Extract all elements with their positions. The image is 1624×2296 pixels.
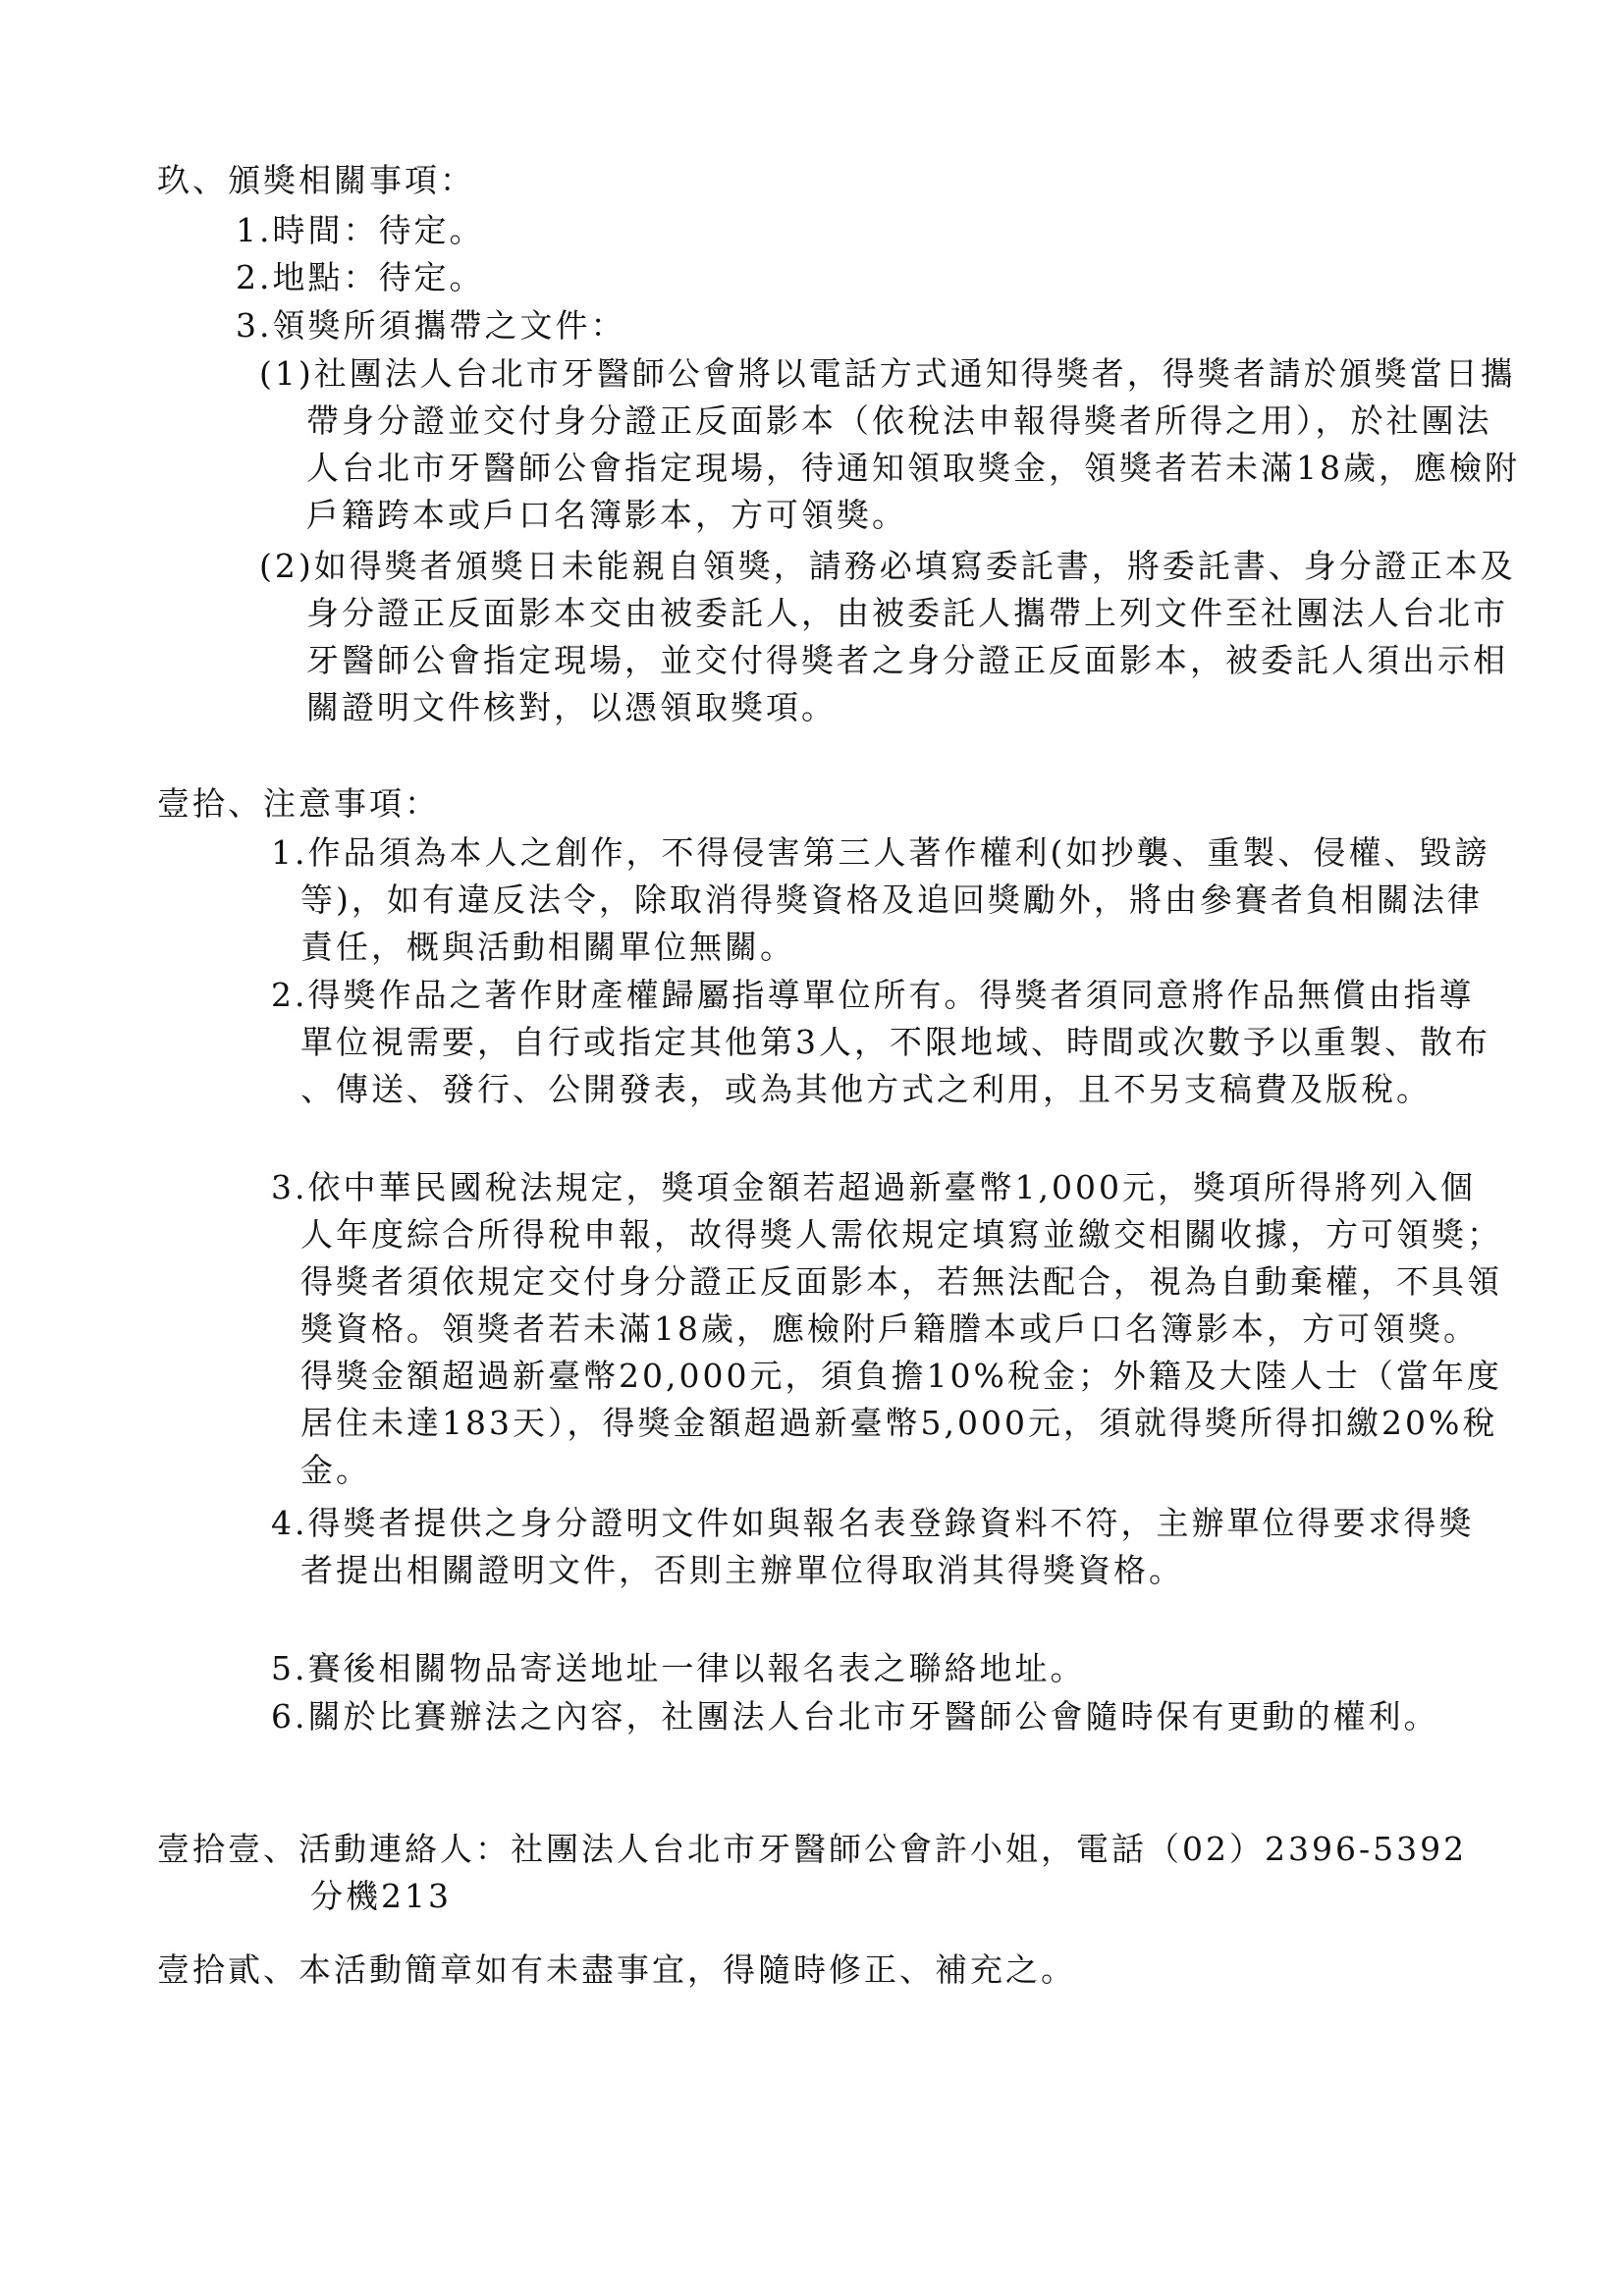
section-9-subitem-2: (2)如得獎者頒獎日未能親自領獎，請務必填寫委託書，將委託書、身分證正本及身分證正反面影本交由被委託人，由被委託人攜帶上列文件至社團法人台北市牙醫師公會指定現場，並交付得獎者之身分證正反面影本，被委託人須出示相關證明文件核對，以憑領取獎項。 [259, 547, 1516, 726]
section-10-item-2: 2.得獎作品之著作財產權歸屬指導單位所有。得獎者須同意將作品無償由指導單位視需要，自行或指定其他第3人，不限地域、時間或次數予以重製、散布、傳送、發行、公開發表，或為其他方式之利用，且不另支稿費及版稅。 [271, 976, 1490, 1108]
section-9-heading: 玖、頒獎相關事項： [157, 161, 475, 199]
section-10-heading: 壹拾、注意事項： [157, 784, 440, 823]
section-11-extension: 分機213 [310, 1877, 452, 1915]
section-11-contact-line: 壹拾壹、活動連絡人：社團法人台北市牙醫師公會許小姐，電話（02）2396-5392 [157, 1830, 1468, 1868]
section-9-item-time: 1.時間：待定。 [236, 211, 485, 249]
section-10-item-6: 6.關於比賽辦法之內容，社團法人台北市牙醫師公會隨時保有更動的權利。 [271, 1697, 1439, 1735]
section-9-item-documents: 3.領獎所須攜帶之文件： [236, 306, 626, 345]
section-11-contact [157, 1826, 1473, 1920]
section-10-item-1: 1.作品須為本人之創作，不得侵害第三人著作權利(如抄襲、重製、侵權、毀謗等)，如有違反法令，除取消得獎資格及追回獎勵外，將由參賽者負相關法律責任，概與活動相關單位無關。 [271, 833, 1490, 966]
section-9-subitem-1: (1)社團法人台北市牙醫師公會將以電話方式通知得獎者，得獎者請於頒獎當日攜帶身分證並交付身分證正反面影本（依稅法申報得獎者所得之用），於社團法人台北市牙醫師公會指定現場，待通知領取獎金，領獎者若未滿18歲，應檢附戶籍跨本或戶口名簿影本，方可領獎。 [259, 354, 1520, 534]
section-10-item-3: 3.依中華民國稅法規定，獎項金額若超過新臺幣1,000元，獎項所得將列入個人年度綜合所得稅申報，故得獎人需依規定填寫並繳交相關收據，方可領獎；得獎者須依規定交付身分證正反面影本，若無法配合，視為自動棄權，不具領獎資格。領獎者若未滿18歲，應檢附戶籍謄本或戶口名簿影本，方可領獎。得獎金額超過新臺幣20,000元，須負擔10%稅金；外籍及大陸人士（當年度居住未達183天），得獎金額超過新臺幣5,000元，須就得獎所得扣繳20%稅金。 [271, 1168, 1502, 1489]
section-12-note: 壹拾貳、本活動簡章如有未盡事宜，得隨時修正、補充之。 [157, 1950, 1076, 1989]
section-10-item-5: 5.賽後相關物品寄送地址一律以報名表之聯絡地址。 [271, 1649, 1086, 1687]
section-9-item-location: 2.地點：待定。 [236, 258, 485, 296]
section-10-item-4: 4.得獎者提供之身分證明文件如與報名表登錄資料不符，主辦單位得要求得獎者提出相關證明文件，否則主辦單位得取消其得獎資格。 [271, 1504, 1475, 1589]
